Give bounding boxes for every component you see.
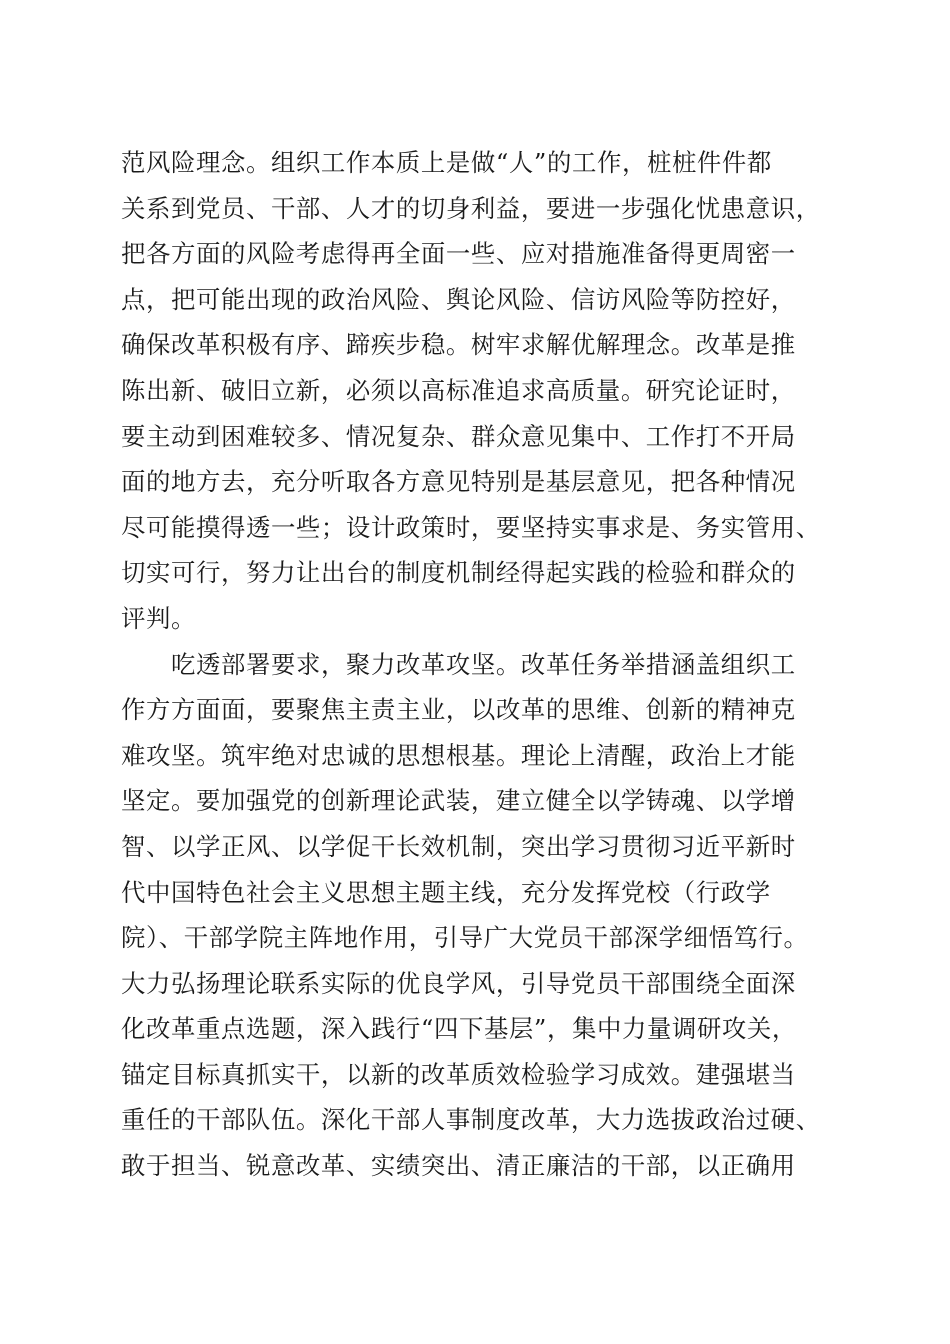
text-line: 范风险理念。组织工作本质上是做“人”的工作，桩桩件件都 bbox=[121, 148, 772, 177]
text-line: 代中国特色社会主义思想主题主线，充分发挥党校（行政学 bbox=[121, 877, 771, 907]
text-line: 面的地方去，充分听取各方意见特别是基层意见，把各种情况 bbox=[121, 467, 796, 497]
text-line: 确保改革积极有序、蹄疾步稳。树牢求解优解理念。改革是推 bbox=[121, 330, 796, 360]
text-line: 关系到党员、干部、人才的切身利益，要进一步强化忧患意识， bbox=[121, 193, 821, 223]
text-line: 尽可能摸得透一些；设计政策时，要坚持实事求是、务实管用、 bbox=[121, 512, 821, 542]
text-line: 评判。 bbox=[121, 603, 196, 633]
text-line: 化改革重点选题，深入践行“四下基层”，集中力量调研攻关， bbox=[121, 1014, 797, 1044]
text-line: 难攻坚。筑牢绝对忠诚的思想根基。理论上清醒，政治上才能 bbox=[121, 740, 796, 770]
text-line: 锚定目标真抓实干，以新的改革质效检验学习成效。建强堪当 bbox=[121, 1059, 796, 1089]
text-line: 点，把可能出现的政治风险、舆论风险、信访风险等防控好， bbox=[121, 284, 796, 314]
text-line: 陈出新、破旧立新，必须以高标准追求高质量。研究论证时， bbox=[121, 375, 796, 405]
text-line: 智、以学正风、以学促干长效机制，突出学习贯彻习近平新时 bbox=[121, 831, 796, 861]
text-line: 大力弘扬理论联系实际的优良学风，引导党员干部围绕全面深 bbox=[121, 968, 796, 998]
text-line: 作方方面面，要聚焦主责主业，以改革的思维、创新的精神克 bbox=[121, 695, 796, 725]
text-line: 敢于担当、锐意改革、实绩突出、清正廉洁的干部，以正确用 bbox=[121, 1151, 796, 1181]
text-line: 院）、干部学院主阵地作用，引导广大党员干部深学细悟笃行。 bbox=[121, 923, 809, 953]
body-text bbox=[121, 140, 841, 1189]
text-line: 切实可行，努力让出台的制度机制经得起实践的检验和群众的 bbox=[121, 558, 796, 588]
paragraph-start-line: 吃透部署要求，聚力改革攻坚。改革任务举措涵盖组织工 bbox=[171, 649, 796, 679]
text-line: 要主动到困难较多、情况复杂、群众意见集中、工作打不开局 bbox=[121, 421, 796, 451]
text-line: 把各方面的风险考虑得再全面一些、应对措施准备得更周密一 bbox=[121, 239, 796, 269]
text-line: 坚定。要加强党的创新理论武装，建立健全以学铸魂、以学增 bbox=[121, 786, 796, 816]
text-line: 重任的干部队伍。深化干部人事制度改革，大力选拔政治过硬、 bbox=[121, 1105, 821, 1135]
